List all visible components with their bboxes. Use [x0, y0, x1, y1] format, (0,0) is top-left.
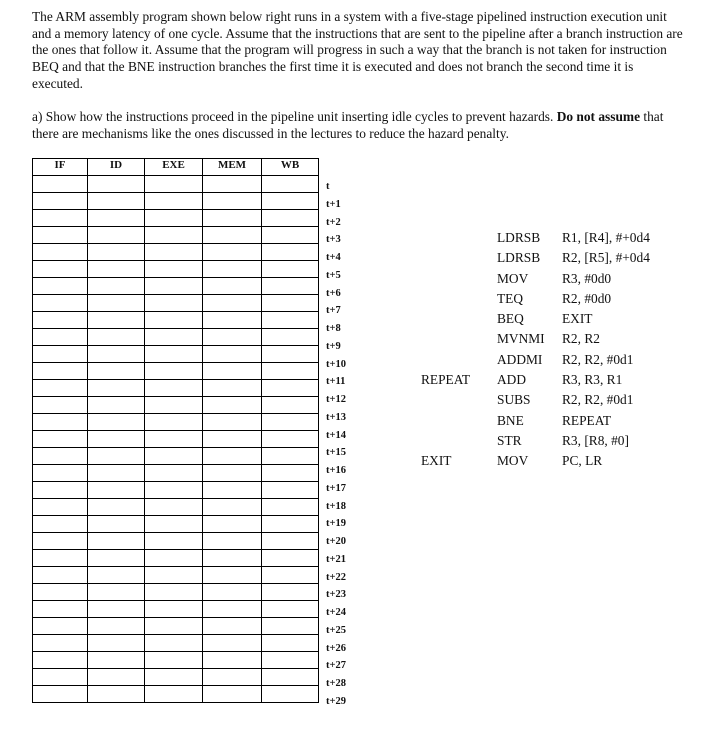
cell-exe[interactable] [145, 448, 203, 465]
cell-mem[interactable] [203, 550, 262, 567]
header-exe: EXE [145, 159, 203, 176]
instruction-operands: EXIT [562, 311, 593, 327]
instruction-opcode: STR [497, 432, 522, 448]
time-label: t+28 [326, 678, 346, 689]
cell-exe[interactable] [145, 312, 203, 329]
cell-if[interactable] [33, 601, 88, 618]
cell-if[interactable] [33, 652, 88, 669]
cell-if[interactable] [33, 414, 88, 431]
instruction-opcode: BNE [497, 412, 524, 428]
cell-mem[interactable] [203, 210, 262, 227]
pipeline-table [32, 158, 319, 703]
cell-if[interactable] [33, 193, 88, 210]
time-label: t+14 [326, 429, 346, 441]
cell-mem[interactable] [203, 499, 262, 516]
cell-exe[interactable] [145, 176, 203, 193]
cell-if[interactable] [33, 312, 88, 329]
instruction-operands: R3, [R8, #0] [562, 432, 629, 448]
instruction-operands: R3, #0d0 [562, 270, 612, 286]
instruction-operands: R2, R2 [562, 331, 600, 347]
cell-exe[interactable] [145, 380, 203, 397]
time-label: t+10 [326, 358, 346, 370]
cell-id[interactable] [88, 601, 145, 618]
instruction-opcode: MVNMI [497, 331, 545, 347]
cell-mem[interactable] [203, 261, 262, 278]
cell-exe[interactable] [145, 465, 203, 482]
pipeline-row [33, 669, 319, 686]
cell-wb[interactable] [262, 414, 319, 431]
cell-wb[interactable] [262, 346, 319, 363]
cell-if[interactable] [33, 482, 88, 499]
time-label: t+18 [326, 500, 346, 512]
cell-wb[interactable] [262, 686, 319, 703]
cell-mem[interactable] [203, 176, 262, 193]
time-label: t+26 [326, 642, 346, 654]
cell-exe[interactable] [145, 499, 203, 516]
time-label: t+17 [326, 482, 346, 494]
cell-id[interactable] [88, 652, 145, 669]
cell-exe[interactable] [145, 584, 203, 601]
time-label: t+20 [326, 536, 346, 547]
cell-id[interactable] [88, 312, 145, 329]
time-label: t+3 [326, 234, 341, 246]
time-labels [326, 178, 346, 711]
pipeline-row [33, 176, 319, 193]
pipeline-row [33, 346, 319, 363]
cell-wb[interactable] [262, 584, 319, 601]
cell-exe[interactable] [145, 482, 203, 499]
cell-wb[interactable] [262, 635, 319, 652]
instruction-opcode: MOV [497, 453, 529, 469]
pipeline-row [33, 227, 319, 244]
cell-exe[interactable] [145, 533, 203, 550]
cell-if[interactable] [33, 533, 88, 550]
pipeline-row [33, 448, 319, 465]
instruction-row [410, 329, 700, 349]
cell-if[interactable] [33, 465, 88, 482]
question-a-prefix: a) Show how the instructions proceed in the pipeline unit inserting idle cycles to prevent hazards. [32, 109, 557, 124]
cell-wb[interactable] [262, 652, 319, 669]
cell-if[interactable] [33, 635, 88, 652]
time-label: t+13 [326, 411, 346, 423]
time-label: t+16 [326, 465, 346, 476]
cell-exe[interactable] [145, 516, 203, 533]
instruction-operands: R2, #0d0 [562, 290, 612, 306]
cell-if[interactable] [33, 295, 88, 312]
instruction-opcode: ADD [497, 372, 527, 388]
time-label: t+2 [326, 216, 341, 228]
cell-wb[interactable] [262, 533, 319, 550]
time-label: t+24 [326, 607, 346, 618]
pipeline-row [33, 618, 319, 635]
cell-exe[interactable] [145, 210, 203, 227]
cell-mem[interactable] [203, 567, 262, 584]
question-a-emphasis: Do not assume [556, 109, 641, 124]
pipeline-row [33, 261, 319, 278]
instruction-operands: REPEAT [562, 412, 612, 428]
cell-exe[interactable] [145, 346, 203, 363]
cell-if[interactable] [33, 431, 88, 448]
pipeline-row [33, 414, 319, 431]
cell-mem[interactable] [203, 227, 262, 244]
cell-mem[interactable] [203, 278, 262, 295]
cell-mem[interactable] [203, 329, 262, 346]
cell-exe[interactable] [145, 193, 203, 210]
header-if: IF [33, 159, 88, 176]
instruction-row [410, 309, 700, 329]
instruction-opcode: TEQ [497, 290, 524, 306]
cell-exe[interactable] [145, 244, 203, 261]
cell-wb[interactable] [262, 363, 319, 380]
cell-mem[interactable] [203, 346, 262, 363]
cell-id[interactable] [88, 465, 145, 482]
time-label: t [326, 181, 330, 192]
cell-exe[interactable] [145, 227, 203, 244]
cell-if[interactable] [33, 584, 88, 601]
instruction-operands: R2, [R5], #+0d4 [562, 250, 650, 266]
cell-wb[interactable] [262, 176, 319, 193]
cell-wb[interactable] [262, 465, 319, 482]
cell-id[interactable] [88, 448, 145, 465]
cell-id[interactable] [88, 176, 145, 193]
cell-mem[interactable] [203, 295, 262, 312]
cell-wb[interactable] [262, 193, 319, 210]
time-label: t+22 [326, 571, 346, 583]
time-label: t+1 [326, 198, 341, 210]
time-label: t+27 [326, 660, 346, 672]
cell-if[interactable] [33, 363, 88, 380]
cell-mem[interactable] [203, 652, 262, 669]
cell-exe[interactable] [145, 431, 203, 448]
cell-wb[interactable] [262, 482, 319, 499]
cell-wb[interactable] [262, 295, 319, 312]
pipeline-header-row [33, 159, 319, 176]
cell-id[interactable] [88, 346, 145, 363]
pipeline-row [33, 210, 319, 227]
cell-wb[interactable] [262, 278, 319, 295]
cell-mem[interactable] [203, 618, 262, 635]
cell-mem[interactable] [203, 431, 262, 448]
cell-if[interactable] [33, 448, 88, 465]
cell-if[interactable] [33, 346, 88, 363]
cell-if[interactable] [33, 669, 88, 686]
instruction-opcode: ADDMI [497, 351, 543, 367]
cell-if[interactable] [33, 278, 88, 295]
cell-wb[interactable] [262, 550, 319, 567]
cell-id[interactable] [88, 295, 145, 312]
cell-id[interactable] [88, 499, 145, 516]
instruction-opcode: LDRSB [497, 230, 541, 245]
pipeline-row [33, 397, 319, 414]
cell-mem[interactable] [203, 397, 262, 414]
cell-mem[interactable] [203, 686, 262, 703]
problem-statement: The ARM assembly program shown below right runs in a system with a five-stage pipelined instruction execution unit and a memory latency of one cycle. Assume that the instructions that are sent to the pipeline after a branch instruction are the ones that follow it. Assume that the program will progress in such a way that the branch is not taken for instruction BEQ and that the BNE instruction branches the first time it is executed and does not branch the second time it is executed. [32, 9, 683, 91]
instruction-row [410, 451, 700, 471]
instruction-row [410, 248, 700, 268]
pipeline-row [33, 278, 319, 295]
instruction-operands: R2, R2, #0d1 [562, 351, 634, 367]
pipeline-row [33, 499, 319, 516]
cell-mem[interactable] [203, 448, 262, 465]
cell-mem[interactable] [203, 244, 262, 261]
cell-exe[interactable] [145, 397, 203, 414]
cell-exe[interactable] [145, 261, 203, 278]
instruction-opcode: LDRSB [497, 250, 541, 266]
instruction-operands: PC, LR [562, 453, 603, 469]
instruction-operands: R3, R3, R1 [562, 372, 623, 388]
assembly-program [410, 228, 700, 472]
instruction-row [410, 350, 700, 370]
cell-exe[interactable] [145, 652, 203, 669]
time-label: t+21 [326, 553, 346, 565]
pipeline-row [33, 363, 319, 380]
cell-id[interactable] [88, 278, 145, 295]
cell-id[interactable] [88, 244, 145, 261]
cell-mem[interactable] [203, 193, 262, 210]
cell-exe[interactable] [145, 669, 203, 686]
instruction-row [410, 370, 700, 390]
pipeline-row [33, 567, 319, 584]
cell-if[interactable] [33, 227, 88, 244]
cell-if[interactable] [33, 567, 88, 584]
cell-id[interactable] [88, 635, 145, 652]
time-label: t+15 [326, 447, 346, 459]
cell-id[interactable] [88, 584, 145, 601]
cell-wb[interactable] [262, 380, 319, 397]
time-label: t+5 [326, 269, 341, 281]
cell-exe[interactable] [145, 686, 203, 703]
cell-mem[interactable] [203, 482, 262, 499]
cell-id[interactable] [88, 380, 145, 397]
cell-exe[interactable] [145, 618, 203, 635]
cell-mem[interactable] [203, 380, 262, 397]
instruction-operands: R2, R2, #0d1 [562, 392, 634, 408]
instruction-row [410, 431, 700, 451]
cell-id[interactable] [88, 227, 145, 244]
instruction-row [410, 289, 700, 309]
cell-id[interactable] [88, 567, 145, 584]
pipeline-row [33, 584, 319, 601]
cell-wb[interactable] [262, 516, 319, 533]
cell-mem[interactable] [203, 465, 262, 482]
cell-if[interactable] [33, 176, 88, 193]
pipeline-row [33, 635, 319, 652]
cell-if[interactable] [33, 499, 88, 516]
cell-id[interactable] [88, 193, 145, 210]
cell-id[interactable] [88, 363, 145, 380]
cell-if[interactable] [33, 686, 88, 703]
instruction-row [410, 269, 700, 289]
cell-if[interactable] [33, 380, 88, 397]
cell-id[interactable] [88, 669, 145, 686]
time-label: t+6 [326, 287, 341, 299]
cell-exe[interactable] [145, 295, 203, 312]
cell-wb[interactable] [262, 227, 319, 244]
cell-wb[interactable] [262, 431, 319, 448]
cell-id[interactable] [88, 431, 145, 448]
cell-id[interactable] [88, 516, 145, 533]
time-label: t+8 [326, 323, 341, 334]
cell-mem[interactable] [203, 533, 262, 550]
pipeline-row [33, 329, 319, 346]
time-label: t+11 [326, 376, 346, 388]
pipeline-row [33, 686, 319, 703]
cell-wb[interactable] [262, 669, 319, 686]
cell-wb[interactable] [262, 312, 319, 329]
time-label: t+19 [326, 518, 346, 530]
cell-if[interactable] [33, 550, 88, 567]
cell-wb[interactable] [262, 261, 319, 278]
cell-id[interactable] [88, 482, 145, 499]
cell-id[interactable] [88, 533, 145, 550]
time-label: t+7 [326, 305, 341, 317]
pipeline-row [33, 533, 319, 550]
cell-id[interactable] [88, 397, 145, 414]
pipeline-row [33, 482, 319, 499]
cell-id[interactable] [88, 210, 145, 227]
cell-wb[interactable] [262, 244, 319, 261]
header-wb: WB [262, 159, 319, 176]
cell-mem[interactable] [203, 414, 262, 431]
time-label: t+9 [326, 340, 341, 352]
cell-mem[interactable] [203, 669, 262, 686]
cell-exe[interactable] [145, 550, 203, 567]
cell-id[interactable] [88, 550, 145, 567]
pipeline-row [33, 516, 319, 533]
instruction-row [410, 390, 700, 410]
cell-wb[interactable] [262, 618, 319, 635]
cell-id[interactable] [88, 618, 145, 635]
cell-id[interactable] [88, 686, 145, 703]
instruction-label: EXIT [421, 453, 452, 469]
cell-mem[interactable] [203, 584, 262, 601]
cell-if[interactable] [33, 210, 88, 227]
cell-mem[interactable] [203, 601, 262, 618]
time-label: t+25 [326, 624, 346, 636]
instruction-opcode: SUBS [497, 392, 531, 408]
instruction-opcode: MOV [497, 270, 529, 286]
cell-exe[interactable] [145, 278, 203, 295]
cell-exe[interactable] [145, 635, 203, 652]
question-a [32, 109, 687, 142]
question-a-suffix: that there are mechanisms like the ones discussed in the lectures to reduce the hazard penalty. [32, 109, 664, 141]
cell-if[interactable] [33, 244, 88, 261]
instruction-row [410, 228, 700, 248]
time-label: t+29 [326, 695, 346, 707]
cell-if[interactable] [33, 397, 88, 414]
cell-mem[interactable] [203, 363, 262, 380]
cell-if[interactable] [33, 329, 88, 346]
pipeline-row [33, 550, 319, 567]
cell-mem[interactable] [203, 516, 262, 533]
instruction-label: REPEAT [421, 372, 471, 388]
cell-wb[interactable] [262, 329, 319, 346]
pipeline-row [33, 312, 319, 329]
pipeline-row [33, 380, 319, 397]
cell-id[interactable] [88, 261, 145, 278]
cell-exe[interactable] [145, 567, 203, 584]
pipeline-row [33, 193, 319, 210]
cell-wb[interactable] [262, 499, 319, 516]
cell-wb[interactable] [262, 601, 319, 618]
time-label: t+23 [326, 589, 346, 601]
pipeline-row [33, 465, 319, 482]
cell-wb[interactable] [262, 397, 319, 414]
cell-wb[interactable] [262, 567, 319, 584]
cell-if[interactable] [33, 618, 88, 635]
cell-id[interactable] [88, 329, 145, 346]
pipeline-row [33, 431, 319, 448]
header-mem: MEM [203, 159, 262, 176]
cell-exe[interactable] [145, 601, 203, 618]
pipeline-row [33, 295, 319, 312]
cell-if[interactable] [33, 261, 88, 278]
cell-wb[interactable] [262, 448, 319, 465]
instruction-operands: R1, [R4], #+0d4 [562, 230, 650, 245]
cell-if[interactable] [33, 516, 88, 533]
cell-id[interactable] [88, 414, 145, 431]
instruction-row [410, 411, 700, 431]
time-label: t+4 [326, 252, 341, 263]
time-label: t+12 [326, 394, 346, 405]
instruction-opcode: BEQ [497, 311, 524, 327]
cell-exe[interactable] [145, 414, 203, 431]
cell-mem[interactable] [203, 312, 262, 329]
cell-mem[interactable] [203, 635, 262, 652]
pipeline-row [33, 652, 319, 669]
cell-exe[interactable] [145, 363, 203, 380]
cell-wb[interactable] [262, 210, 319, 227]
header-id: ID [88, 159, 145, 176]
pipeline-row [33, 244, 319, 261]
cell-exe[interactable] [145, 329, 203, 346]
pipeline-row [33, 601, 319, 618]
